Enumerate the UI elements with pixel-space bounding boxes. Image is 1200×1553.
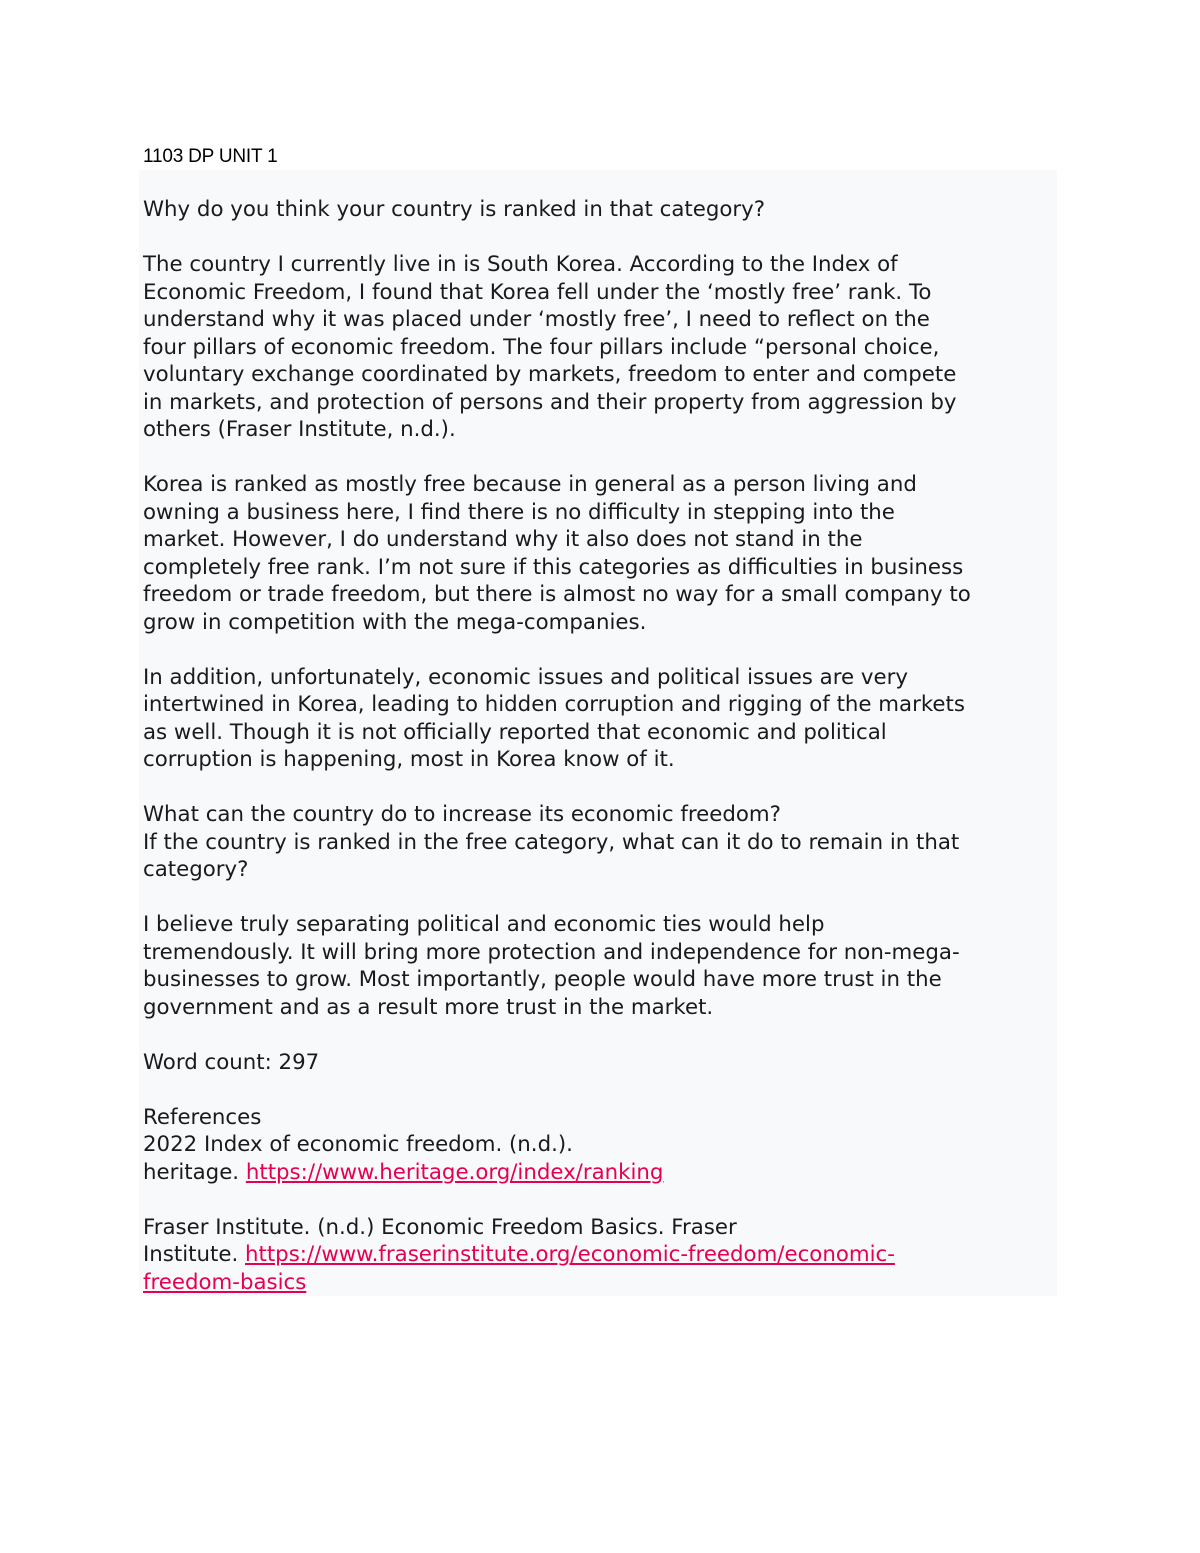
text-line: If the country is ranked in the free category, what can it do to remain in that [143,829,960,855]
text-line: government and as a result more trust in the market. [143,994,714,1020]
paragraph-2 [143,471,1068,636]
reference-2-line-2 [143,1241,1068,1269]
fraser-link[interactable]: https://www.fraserinstitute.org/economic-freedom/economic- [244,1242,895,1267]
references-heading: References [143,1104,262,1130]
heritage-link[interactable]: https://www.heritage.org/index/ranking [245,1159,664,1185]
text-line: grow in competition with the mega-companies. [143,609,647,635]
text-line: as well. Though it is not officially reported that economic and political [143,719,887,745]
question-1: Why do you think your country is ranked in that category? [143,197,766,222]
text-line: Economic Freedom, I found that Korea fell under the ‘mostly free’ rank. To [143,279,932,305]
reference-1-prefix: heritage. [143,1159,246,1185]
text-line: I believe truly separating political and economic ties would help [143,912,825,937]
references [143,1104,1068,1187]
paragraph-3 [143,664,1068,774]
reference-1-line-1: 2022 Index of economic freedom. (n.d.). [143,1132,573,1157]
reference-2 [143,1214,1068,1297]
fraser-link-continued[interactable]: freedom-basics [143,1269,307,1295]
text-line: In addition, unfortunately, economic issues and political issues are very [143,664,908,690]
text-line: in markets, and protection of persons and their property from aggression by [143,389,957,415]
text-line: market. However, I do understand why it also does not stand in the [143,527,863,552]
reference-1-line-2 [143,1159,1068,1187]
reference-2-line-3 [143,1269,1068,1297]
reference-2-prefix: Institute. [143,1242,245,1267]
text-line: intertwined in Korea, leading to hidden corruption and rigging of the markets [143,692,965,717]
paragraph-1 [143,251,1068,444]
text-line: understand why it was placed under ‘mostly free’, I need to reflect on the [143,307,930,332]
text-line: tremendously. It will bring more protection and independence for non-mega- [143,939,960,965]
text-line: category? [143,857,249,882]
document-body [143,196,1068,1296]
text-line: freedom or trade freedom, but there is almost no way for a small company to [143,582,971,607]
text-line: The country I currently live in is South Korea. According to the Index of [143,252,898,277]
text-line: corruption is happening, most in Korea know of it. [143,747,675,772]
text-line: businesses to grow. Most importantly, people would have more trust in the [143,967,942,992]
text-line: voluntary exchange coordinated by markets, freedom to enter and compete [143,362,957,387]
text-line: Korea is ranked as mostly free because in general as a person living and [143,472,917,497]
text-line: four pillars of economic freedom. The four pillars include “personal choice, [143,334,940,360]
text-line: What can the country do to increase its economic freedom? [143,802,781,827]
document-title: 1103 DP UNIT 1 [143,146,278,167]
paragraph-4 [143,911,1068,1021]
reference-2-line-1: Fraser Institute. (n.d.) Economic Freedom Basics. Fraser [143,1214,737,1240]
text-line: owning a business here, I find there is no difficulty in stepping into the [143,499,895,525]
text-line: others (Fraser Institute, n.d.). [143,417,456,442]
question-2 [143,801,1068,884]
word-count: Word count: 297 [143,1049,320,1075]
text-line: completely free rank. I’m not sure if this categories as difficulties in business [143,554,964,580]
